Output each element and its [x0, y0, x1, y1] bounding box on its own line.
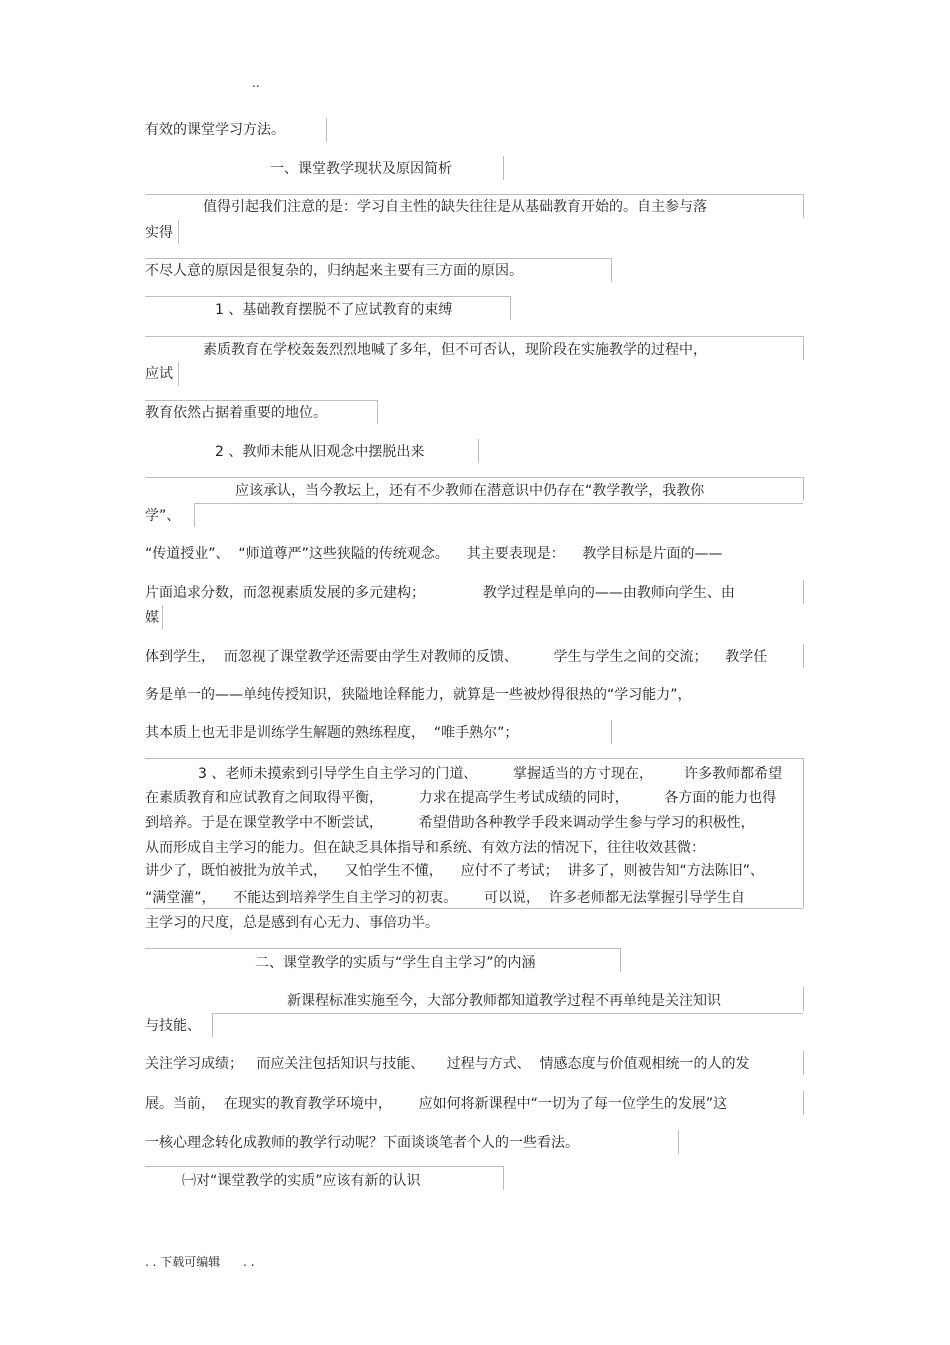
- divider: [194, 503, 195, 527]
- divider: [145, 400, 377, 401]
- body-line: 务是单一的——单纯传授知识，狭隘地诠释能力，就算是一些被炒得很热的“学习能力”，: [145, 687, 692, 703]
- body-line: “传道授业”、 “师道尊严”这些狭隘的传统观念。 其主要表现是： 教学目标是片面的——: [145, 546, 723, 562]
- divider: [803, 758, 804, 908]
- divider: [145, 258, 611, 259]
- header-marks: ..: [252, 76, 260, 90]
- divider: [194, 503, 803, 504]
- divider: [803, 580, 804, 604]
- divider: [803, 336, 804, 360]
- divider: [503, 156, 504, 180]
- divider: [803, 194, 804, 218]
- divider: [478, 439, 479, 463]
- footer-text: . . 下载可编辑 . .: [145, 1255, 255, 1269]
- divider: [803, 477, 804, 501]
- divider: [611, 720, 612, 744]
- body-line: 展。当前， 在现实的教育教学环境中， 应如何将新课程中“一切为了每一位学生的发展”这: [145, 1096, 728, 1112]
- divider: [803, 644, 804, 668]
- body-line: 主学习的尺度，总是感到有心无力、事倍功半。: [145, 915, 439, 931]
- divider: [212, 1013, 213, 1037]
- body-line: 有效的课堂学习方法。: [145, 122, 285, 138]
- divider: [503, 1166, 504, 1190]
- divider: [803, 1051, 804, 1075]
- divider: [326, 118, 327, 142]
- body-line: 关注学习成绩； 而应关注包括知识与技能、 过程与方式、 情感态度与价值观相统一的人的发: [145, 1056, 750, 1072]
- divider: [510, 296, 511, 320]
- body-line: 素质教育在学校轰轰烈烈地喊了多年，但不可否认，现阶段在实施教学的过程中，: [203, 342, 707, 358]
- body-line: 学”、: [145, 508, 181, 524]
- body-line: 一核心理念转化成教师的教学行动呢？下面谈谈笔者个人的一些看法。: [145, 1135, 579, 1151]
- divider: [178, 362, 179, 386]
- divider: [377, 400, 378, 424]
- body-line: 实得: [145, 225, 173, 241]
- body-line: 值得引起我们注意的是：学习自主性的缺失往往是从基础教育开始的。自主参与落: [203, 199, 707, 215]
- divider: [145, 296, 510, 297]
- body-line: 不尽人意的原因是很复杂的，归纳起来主要有三方面的原因。: [145, 263, 523, 279]
- divider: [611, 258, 612, 282]
- body-line: 其本质上也无非是训练学生解题的熟练程度， “唯手熟尔”；: [145, 725, 519, 741]
- body-line: 3 、老师未摸索到引导学生自主学习的门道、 掌握适当的方寸现在， 许多教师都希望: [198, 766, 783, 782]
- body-line: 在素质教育和应试教育之间取得平衡， 力求在提高学生考试成绩的同时， 各方面的能力也得: [145, 790, 777, 806]
- section-heading: 2 、教师未能从旧观念中摆脱出来: [215, 444, 425, 460]
- divider: [145, 1166, 503, 1167]
- divider: [162, 605, 163, 629]
- divider: [145, 477, 803, 478]
- divider: [678, 1130, 679, 1154]
- section-heading: 1 、基础教育摆脱不了应试教育的束缚: [215, 302, 453, 318]
- divider: [145, 194, 803, 195]
- body-line: 教育依然占据着重要的地位。: [145, 405, 327, 421]
- body-line: “满堂灌”， 不能达到培养学生自主学习的初衷。 可以说， 许多老师都无法掌握引导学生自: [145, 890, 745, 906]
- divider: [178, 220, 179, 244]
- divider: [145, 336, 803, 337]
- divider: [803, 987, 804, 1011]
- divider: [620, 948, 621, 972]
- body-line: 讲少了，既怕被批为放羊式， 又怕学生不懂， 应付不了考试； 讲多了，则被告知“方法陈旧”、: [145, 863, 765, 879]
- divider: [212, 1013, 803, 1014]
- body-line: 应该承认，当今教坛上，还有不少教师在潜意识中仍存在“教学教学，我教你: [235, 483, 705, 499]
- section-heading: 二、课堂教学的实质与“学生自主学习”的内涵: [255, 955, 536, 971]
- body-line: 新课程标准实施至今，大部分教师都知道教学过程不再单纯是关注知识: [287, 993, 721, 1009]
- body-line: 到培养。于是在课堂教学中不断尝试， 希望借助各种教学手段来调动学生参与学习的积极性，: [145, 815, 755, 831]
- divider: [145, 758, 803, 759]
- body-line: 片面追求分数，而忽视素质发展的多元建构； 教学过程是单向的——由教师向学生、由: [145, 585, 735, 601]
- divider: [145, 948, 620, 949]
- body-line: 应试: [145, 366, 173, 382]
- body-line: 媒: [145, 610, 159, 626]
- section-heading: 一、课堂教学现状及原因简析: [270, 161, 452, 177]
- divider: [803, 1091, 804, 1115]
- body-line: 体到学生， 而忽视了课堂教学还需要由学生对教师的反馈、 学生与学生之间的交流； 教学任: [145, 649, 768, 665]
- body-line: 从而形成自主学习的能力。但在缺乏具体指导和系统、有效方法的情况下，往往收效甚微：: [145, 840, 705, 856]
- body-line: 与技能、: [145, 1018, 201, 1034]
- divider: [145, 908, 803, 909]
- section-heading: ㈠对“课堂教学的实质”应该有新的认识: [182, 1173, 421, 1189]
